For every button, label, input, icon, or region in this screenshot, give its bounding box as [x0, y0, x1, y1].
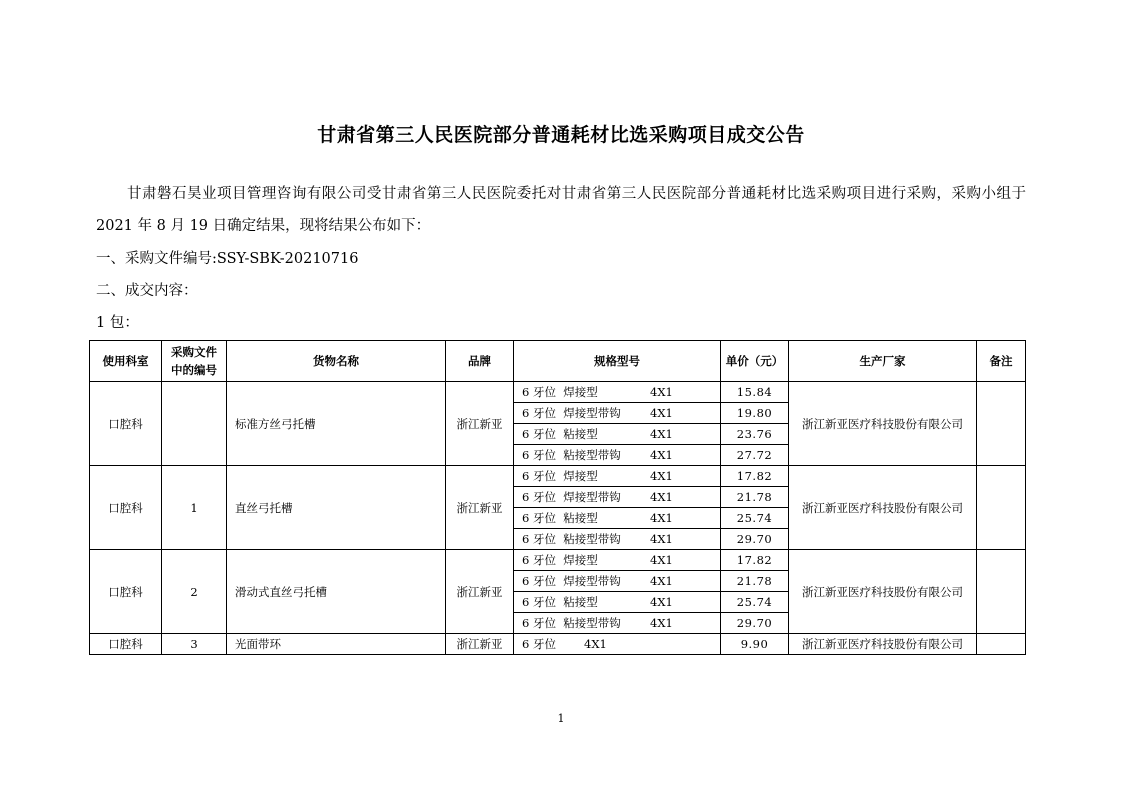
model-text: 4X1 — [650, 574, 673, 588]
table-header-row — [90, 341, 1026, 382]
cell-file-number: 1 — [162, 466, 227, 550]
cell-spec — [514, 529, 721, 550]
table-body — [90, 382, 1026, 655]
header-spec: 规格型号 — [514, 341, 721, 382]
cell-spec — [514, 571, 721, 592]
cell-dept: 口腔科 — [90, 466, 162, 550]
cell-spec — [514, 634, 721, 655]
cell-unit-price: 19.80 — [721, 403, 789, 424]
model-text: 4X1 — [650, 553, 673, 567]
model-text: 4X1 — [650, 490, 673, 504]
spec-text: 6 牙位 粘接型带钩 — [522, 448, 621, 462]
header-goods-name: 货物名称 — [227, 341, 446, 382]
cell-file-number: 2 — [162, 550, 227, 634]
cell-goods-name: 滑动式直丝弓托槽 — [227, 550, 446, 634]
cell-unit-price: 23.76 — [721, 424, 789, 445]
spec-text: 6 牙位 粘接型带钩 — [522, 616, 621, 630]
cell-spec — [514, 550, 721, 571]
cell-spec — [514, 613, 721, 634]
spec-text: 6 牙位 粘接型 — [522, 595, 598, 609]
model-text: 4X1 — [650, 616, 673, 630]
cell-unit-price: 17.82 — [721, 550, 789, 571]
cell-goods-name: 直丝弓托槽 — [227, 466, 446, 550]
cell-goods-name: 标准方丝弓托槽 — [227, 382, 446, 466]
spec-text: 6 牙位 粘接型 — [522, 427, 598, 441]
page-number: 1 — [557, 712, 565, 725]
cell-unit-price: 21.78 — [721, 571, 789, 592]
spec-text: 6 牙位 焊接型 — [522, 385, 598, 399]
spec-text: 6 牙位 焊接型 — [522, 469, 598, 483]
table-row — [90, 550, 1026, 571]
cell-spec — [514, 382, 721, 403]
header-file-number: 采购文件中的编号 — [162, 341, 227, 382]
cell-note — [977, 634, 1026, 655]
model-text: 4X1 — [650, 469, 673, 483]
header-unit-price: 单价（元） — [721, 341, 789, 382]
page-title: 甘肃省第三人民医院部分普通耗材比选采购项目成交公告 — [317, 124, 805, 146]
cell-brand: 浙江新亚 — [446, 466, 514, 550]
spec-text: 6 牙位 粘接型 — [522, 511, 598, 525]
table-row — [90, 466, 1026, 487]
model-text: 4X1 — [650, 532, 673, 546]
header-note: 备注 — [977, 341, 1026, 382]
cell-manufacturer: 浙江新亚医疗科技股份有限公司 — [789, 382, 977, 466]
header-dept: 使用科室 — [90, 341, 162, 382]
model-text: 4X1 — [650, 511, 673, 525]
model-text: 4X1 — [650, 385, 673, 399]
package-label: 1 包： — [96, 315, 139, 331]
deal-content-heading: 二、成交内容： — [96, 283, 198, 299]
cell-manufacturer: 浙江新亚医疗科技股份有限公司 — [789, 550, 977, 634]
model-text: 4X1 — [584, 637, 607, 651]
cell-unit-price: 17.82 — [721, 466, 789, 487]
cell-note — [977, 550, 1026, 634]
cell-unit-price: 21.78 — [721, 487, 789, 508]
cell-dept: 口腔科 — [90, 382, 162, 466]
cell-spec — [514, 487, 721, 508]
cell-unit-price: 29.70 — [721, 529, 789, 550]
cell-spec — [514, 445, 721, 466]
cell-goods-name: 光面带环 — [227, 634, 446, 655]
cell-spec — [514, 403, 721, 424]
result-table — [89, 340, 1026, 655]
spec-text: 6 牙位 粘接型带钩 — [522, 532, 621, 546]
spec-text: 6 牙位 — [522, 637, 556, 651]
table-row — [90, 634, 1026, 655]
cell-dept: 口腔科 — [90, 634, 162, 655]
cell-manufacturer: 浙江新亚医疗科技股份有限公司 — [789, 634, 977, 655]
cell-spec — [514, 508, 721, 529]
header-brand: 品牌 — [446, 341, 514, 382]
cell-file-number — [162, 382, 227, 466]
cell-spec — [514, 424, 721, 445]
cell-manufacturer: 浙江新亚医疗科技股份有限公司 — [789, 466, 977, 550]
cell-brand: 浙江新亚 — [446, 550, 514, 634]
cell-unit-price: 25.74 — [721, 508, 789, 529]
intro-paragraph: 甘肃磐石昊业项目管理咨询有限公司受甘肃省第三人民医院委托对甘肃省第三人民医院部分普通耗材比选采购项目进行采购，采购小组于 2021 年 8 月 19 日确定结果，现将结果公布如下： — [96, 186, 1026, 234]
spec-text: 6 牙位 焊接型带钩 — [522, 574, 621, 588]
model-text: 4X1 — [650, 406, 673, 420]
cell-brand: 浙江新亚 — [446, 634, 514, 655]
cell-unit-price: 27.72 — [721, 445, 789, 466]
cell-brand: 浙江新亚 — [446, 382, 514, 466]
header-manufacturer: 生产厂家 — [789, 341, 977, 382]
spec-text: 6 牙位 焊接型 — [522, 553, 598, 567]
cell-file-number: 3 — [162, 634, 227, 655]
cell-dept: 口腔科 — [90, 550, 162, 634]
procurement-number-line: 一、采购文件编号:SSY-SBK-20210716 — [96, 251, 359, 267]
model-text: 4X1 — [650, 448, 673, 462]
cell-unit-price: 25.74 — [721, 592, 789, 613]
table-row — [90, 382, 1026, 403]
cell-note — [977, 382, 1026, 466]
cell-unit-price: 15.84 — [721, 382, 789, 403]
cell-spec — [514, 466, 721, 487]
model-text: 4X1 — [650, 595, 673, 609]
cell-unit-price: 29.70 — [721, 613, 789, 634]
spec-text: 6 牙位 焊接型带钩 — [522, 406, 621, 420]
cell-note — [977, 466, 1026, 550]
model-text: 4X1 — [650, 427, 673, 441]
spec-text: 6 牙位 焊接型带钩 — [522, 490, 621, 504]
cell-unit-price: 9.90 — [721, 634, 789, 655]
cell-spec — [514, 592, 721, 613]
